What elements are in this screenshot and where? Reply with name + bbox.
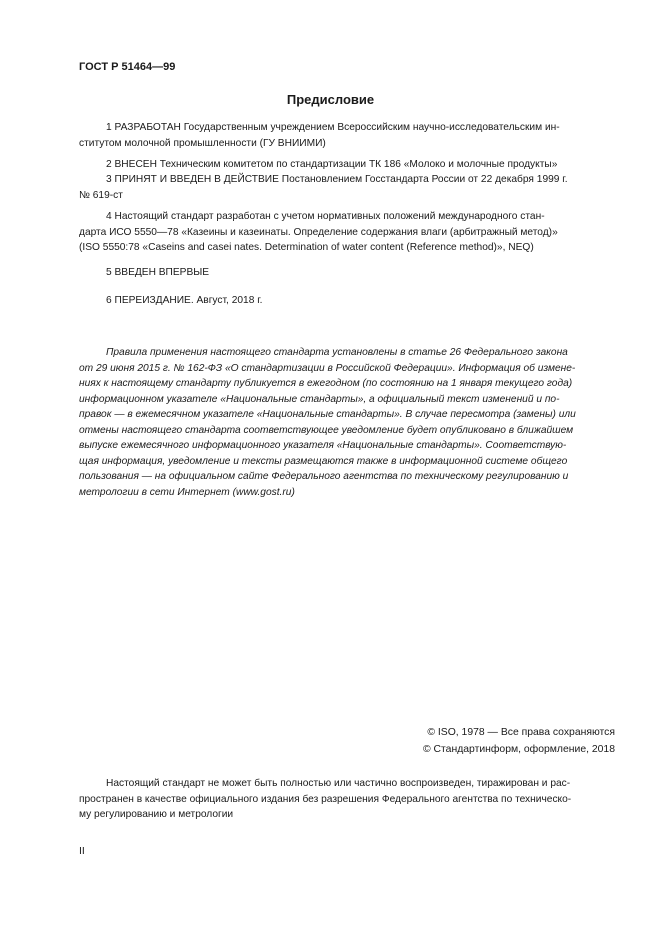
item-4 <box>79 209 615 256</box>
reproduction-line: му регулированию и метрологии <box>79 809 234 820</box>
item-6-line-1: 6 ПЕРЕИЗДАНИЕ. Август, 2018 г. <box>106 295 263 306</box>
application-rules-notice <box>79 345 615 500</box>
standard-code-header: ГОСТ Р 51464—99 <box>79 61 176 73</box>
page-title: Предисловие <box>286 92 375 107</box>
item-3 <box>79 172 615 203</box>
reproduction-line: пространен в качестве официального издания без разрешения Федерального агентства по техническо- <box>79 793 572 805</box>
notice-line: выпуске ежемесячного информационного указателя «Национальные стандарты». Соответствую- <box>79 440 567 451</box>
reproduction-line: Настоящий стандарт не может быть полностью или частично воспроизведен, тиражирован и рас- <box>106 778 571 789</box>
page-number: II <box>79 845 85 857</box>
item-6 <box>79 293 615 309</box>
item-5-line-1: 5 ВВЕДЕН ВПЕРВЫЕ <box>106 267 210 278</box>
notice-line: метрологии в сети Интернет (www.gost.ru) <box>79 486 295 498</box>
item-2 <box>79 157 615 173</box>
item-4-line-2: дарта ИСО 5550—78 «Казеины и казеинаты. Определение содержания влаги (арбитражный метод)» <box>79 226 558 238</box>
notice-line: информационном указателе «Национальные стандарты», а официальный текст изменений и по- <box>79 393 560 405</box>
item-3-line-2: № 619-ст <box>79 189 123 201</box>
reproduction-note <box>79 776 615 823</box>
item-4-line-1: 4 Настоящий стандарт разработан с учетом нормативных положений международного стан- <box>106 211 545 222</box>
copyright-iso: © ISO, 1978 — Все права сохраняются <box>427 727 615 738</box>
item-1 <box>79 120 615 151</box>
item-3-line-1: 3 ПРИНЯТ И ВВЕДЕН В ДЕЙСТВИЕ Постановлением Госстандарта России от 22 декабря 1999 г. <box>106 174 568 185</box>
notice-line: отмены настоящего стандарта соответствующее уведомление будет опубликовано в ближайшем <box>79 424 574 436</box>
item-2-line-1: 2 ВНЕСЕН Техническим комитетом по стандартизации ТК 186 «Молоко и молочные продукты» <box>106 159 558 170</box>
notice-line: правок — в ежемесячном указателе «Национальные стандарты». В случае пересмотра (замены) или <box>79 409 576 420</box>
item-1-line-2: ститутом молочной промышленности (ГУ ВНИИМИ) <box>79 137 326 149</box>
item-4-line-3: (ISO 5550:78 «Caseins and casei nates. Determination of water content (Reference method)», NEQ) <box>79 242 534 253</box>
notice-line: щая информация, уведомление и тексты размещаются также в информационной системе общего <box>79 455 568 467</box>
item-5 <box>79 265 615 281</box>
notice-line: Правила применения настоящего стандарта установлены в статье 26 Федерального закона <box>106 347 568 358</box>
notice-line: пользования — на официальном сайте Федерального агентства по техническому регулированию и <box>79 471 569 482</box>
notice-line: от 29 июня 2015 г. № 162-ФЗ «О стандартизации в Российской Федерации». Информация об измене- <box>79 362 576 374</box>
item-1-line-1: 1 РАЗРАБОТАН Государственным учреждением Всероссийским научно-исследовательским ин- <box>106 122 560 133</box>
copyright-standartinform: © Стандартинформ, оформление, 2018 <box>422 743 615 755</box>
copyright-block <box>423 725 615 758</box>
notice-line: ниях к настоящему стандарту публикуется в ежегодном (по состоянию на 1 января текущего года) <box>79 378 573 389</box>
